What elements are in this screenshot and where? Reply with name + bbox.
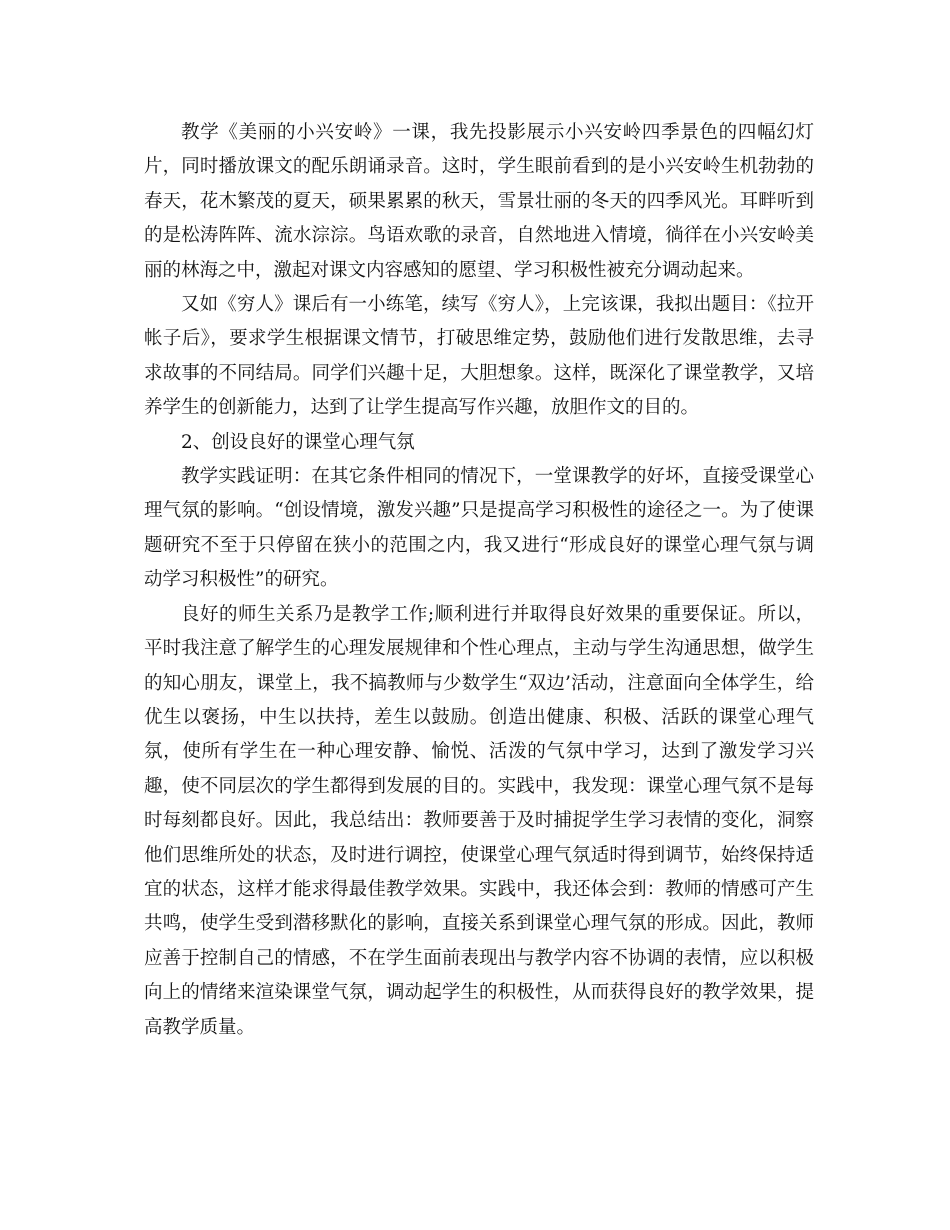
paragraph-lesson-qiongren: 又如《穷人》课后有一小练笔，续写《穷人》，上完该课，我拟出题目：《拉开帐子后》，要求学生根据课文情节，打破思维定势，鼓励他们进行发散思维，去寻求故事的不同结局。同学们兴趣十足，大胆想象。这样，既深化了课堂教学，又培养学生的创新能力，达到了让学生提高写作兴趣，放胆作文的目的。 — [144, 294, 814, 419]
paragraph-teacher-student-relationship: 良好的师生关系乃是教学工作;顺利进行并取得良好效果的重要保证。所以，平时我注意了解学生的心理发展规律和个性心理点，主动与学生沟通思想，做学生的知心朋友，课堂上，我不搞教师与少数学生“双边’活动，注意面向全体学生，给优生以褒扬，中生以扶持，差生以鼓励。创造出健康、积极、活跃的课堂心理气氛，使所有学生在一种心理安静、愉悦、活泼的气氛中学习，达到了激发学习兴趣，使不同层次的学生都得到发展的目的。实践中，我发现：课堂心理气氛不是每时每刻都良好。因此，我总结出：教师要善于及时捕捉学生学习表情的变化，洞察他们思维所处的状态，及时进行调控，使课堂心理气氛适时得到调节，始终保持适宜的状态，这样才能求得最佳教学效果。实践中，我还体会到：教师的情感可产生共鸣，使学生受到潜移默化的影响，直接关系到课堂心理气氛的形成。因此，教师应善于控制自己的情感，不在学生面前表现出与教学内容不协调的表情，应以积极向上的情绪来渲染课堂气氛，调动起学生的积极性，从而获得良好的教学效果，提高教学质量。 — [144, 603, 814, 1038]
paragraph-teaching-practice: 教学实践证明：在其它条件相同的情况下，一堂课教学的好坏，直接受课堂心理气氛的影响。“创设情境，激发兴趣”只是提高学习积极性的途径之一。为了使课题研究不至于只停留在狭小的范围之内，我又进行“形成良好的课堂心理气氛与调动学习积极性”的研究。 — [144, 466, 814, 591]
section-heading: 2、创设良好的课堂心理气氛 — [181, 431, 415, 453]
document-body — [144, 116, 814, 1045]
paragraph-lesson-xiaoxinganling: 教学《美丽的小兴安岭》一课，我先投影展示小兴安岭四季景色的四幅幻灯片，同时播放课文的配乐朗诵录音。这时，学生眼前看到的是小兴安岭生机勃勃的春天，花木繁茂的夏天，硕果累累的秋天，雪景壮丽的冬天的四季风光。耳畔听到的是松涛阵阵、流水淙淙。鸟语欢歌的录音，自然地进入情境，徜徉在小兴安岭美丽的林海之中，激起对课文内容感知的愿望、学习积极性被充分调动起来。 — [144, 122, 814, 281]
